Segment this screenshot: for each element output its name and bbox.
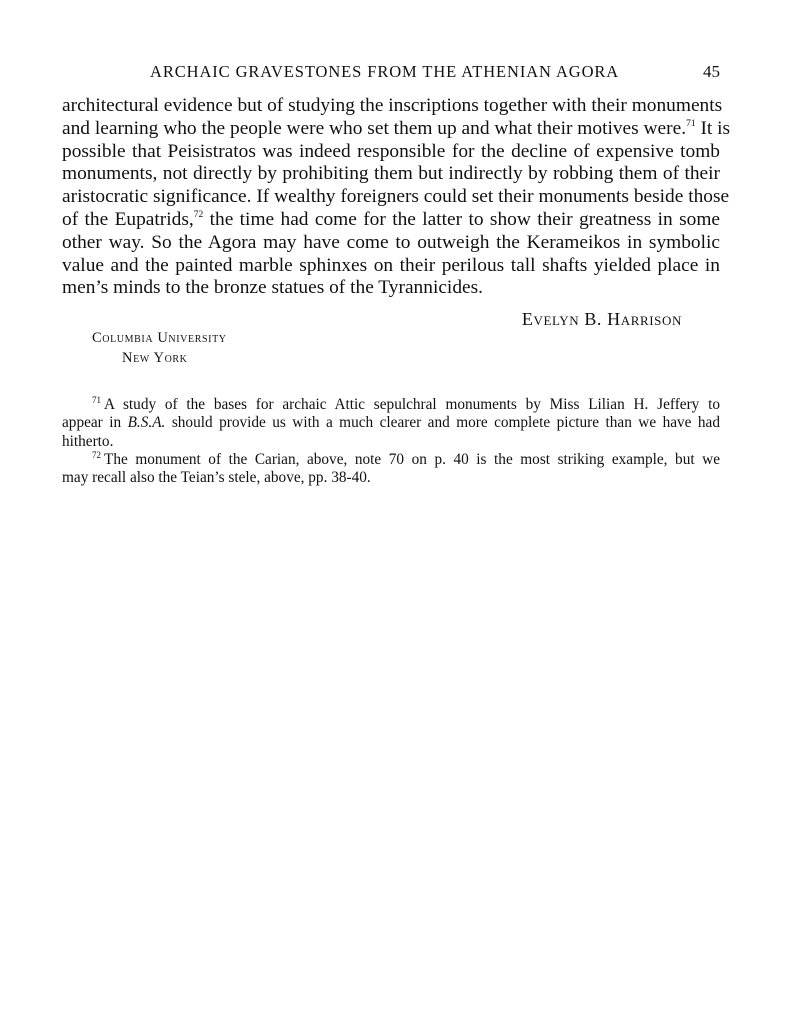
body-text-segment: the time had come for the latter to show their greatness in some bbox=[203, 208, 721, 230]
footnote-71-line: hitherto. bbox=[62, 432, 114, 450]
body-text-segment: It is bbox=[695, 117, 731, 139]
footnote-number: 72 bbox=[92, 449, 101, 460]
body-line: monuments, not directly by prohibiting them but indirectly by robbing them of their bbox=[62, 163, 720, 185]
footnote-text: should provide us with a much clearer and more complete picture than we have had bbox=[165, 414, 720, 432]
body-text-segment: and learning who the people were who set them up and what their motives were. bbox=[62, 117, 687, 139]
footnote-italic-abbrev: B.S.A. bbox=[127, 414, 166, 432]
institution-name: Columbia University bbox=[92, 330, 227, 346]
body-line: other way. So the Agora may have come to outweigh the Kerameikos in symbolic bbox=[62, 231, 720, 253]
running-header bbox=[62, 62, 720, 86]
footnote-text: appear in bbox=[62, 414, 128, 432]
footnote-reference: 71 bbox=[686, 118, 696, 129]
footnote-text: A study of the bases for archaic Attic sepulchral monuments by Miss Lilian H. Jeffery to bbox=[104, 396, 720, 413]
body-line: architectural evidence but of studying the inscriptions together with their monuments bbox=[62, 95, 723, 116]
body-line bbox=[62, 209, 720, 232]
author-affiliation bbox=[92, 328, 227, 368]
body-line: value and the painted marble sphinxes on their perilous tall shafts yielded place in bbox=[62, 254, 720, 276]
page-number: 45 bbox=[703, 62, 720, 81]
footnote-72-line bbox=[92, 451, 720, 469]
footnote-text: The monument of the Carian, above, note 70 on p. 40 is the most striking example, but we bbox=[104, 450, 720, 468]
institution-city: New York bbox=[122, 350, 188, 366]
body-line: aristocratic significance. If wealthy foreigners could set their monuments beside those bbox=[62, 186, 730, 208]
footnote-number: 71 bbox=[92, 395, 101, 405]
author-signature: Evelyn B. Harrison bbox=[521, 309, 682, 329]
body-text-segment: of the Eupatrids, bbox=[62, 208, 194, 230]
footnotes bbox=[62, 395, 720, 487]
running-title: ARCHAIC GRAVESTONES FROM THE ATHENIAN AGORA bbox=[150, 62, 620, 81]
footnote-72-line: may recall also the Teian’s stele, above, pp. 38-40. bbox=[62, 469, 371, 487]
body-line: men’s minds to the bronze statues of the Tyrannicides. bbox=[62, 277, 484, 299]
body-paragraph bbox=[62, 95, 731, 300]
footnote-71-line bbox=[92, 396, 720, 414]
body-line: possible that Peisistratos was indeed responsible for the decline of expensive tomb bbox=[62, 140, 720, 162]
footnote-71-line bbox=[62, 414, 720, 432]
footnote-reference: 72 bbox=[193, 209, 204, 220]
body-line bbox=[62, 117, 731, 141]
